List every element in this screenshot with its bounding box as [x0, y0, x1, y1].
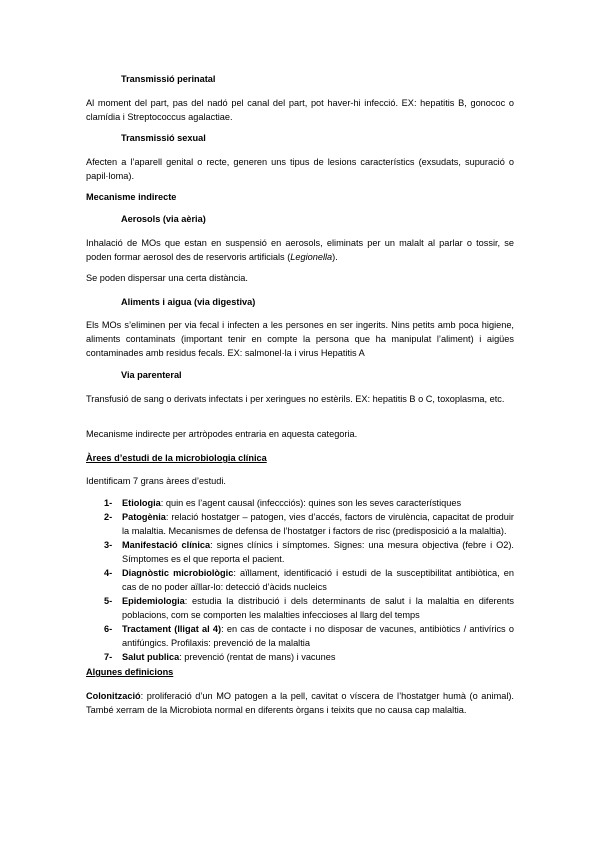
list-item: 3- Manifestació clínica: signes clínics i símptomes. Signes: una mesura objectiva (febre i O2). Símptomes es el que reporta el pacient. — [104, 540, 514, 564]
aerosols-paragraph-2: Se poden dispersar una certa distància. — [86, 273, 248, 283]
list-item: 6- Tractament (lligat al 4): en cas de contacte i no disposar de vacunes, antibiòtics / antivírics o antifúngics. Profilaxis: prevenció de la malaltia — [104, 624, 514, 648]
areas-intro: Identificam 7 grans àrees d’estudi. — [86, 476, 226, 486]
list-item: 5- Epidemiologia: estudia la distribució i dels determinants de salut i la malaltia en diferents poblacions, com se comporten les malalties infeccioses al llarg del temps — [104, 596, 514, 620]
aerosols-text-a: Inhalació de MOs que estan en suspensió en aerosols, eliminats per un malalt al parlar o tossir, se poden formar aerosol des de reservoris artificials ( — [86, 238, 514, 262]
areas-list — [104, 496, 514, 664]
food-heading: Aliments i aigua (via digestiva) — [121, 297, 256, 307]
arthropod-paragraph: Mecanisme indirecte per artròpodes entraria en aquesta categoria. — [86, 429, 358, 439]
aerosols-heading: Aerosols (via aèria) — [121, 214, 206, 224]
parenteral-heading: Via parenteral — [121, 370, 182, 380]
perinatal-paragraph: Al moment del part, pas del nadó pel canal del part, pot haver-hi infecció. EX: hepatitis B, gonococ o clamídia i Streptococcus agalactiae. — [86, 98, 514, 122]
list-item: 2- Patogènia: relació hostatger – patogen, vies d’accés, factors de virulència, capacitat de produir la malaltia. Mecanismes de defensa de l’hostatger i factors de risc (predisposició a la malaltia). — [104, 512, 514, 536]
colonization-paragraph — [86, 689, 514, 717]
sexual-heading: Transmissió sexual — [121, 133, 206, 143]
aerosols-paragraph — [86, 236, 514, 264]
perinatal-heading: Transmissió perinatal — [121, 74, 216, 84]
parenteral-paragraph: Transfusió de sang o derivats infectats i per xeringues no estèrils. EX: hepatitis B o C, toxoplasma, etc. — [86, 394, 505, 404]
list-item: 4- Diagnòstic microbiològic: aïllament, identificació i estudi de la susceptibilitat antibiòtica, en cas de no poder aïllar-lo: detecció d’àcids nucleics — [104, 568, 514, 592]
food-paragraph: Els MOs s’eliminen per via fecal i infecten a les persones en ser ingerits. Nins petits amb poca higiene, aliments contaminats (important tenir en compte la persona que ha manipulat l’aliment) i aigües contaminades amb residus fecals. EX: salmonel·la i virus Hepatitis A — [86, 320, 514, 358]
areas-heading: Àrees d’estudi de la microbiologia clínica — [86, 453, 267, 463]
list-item: 1- Etiologia: quin es l’agent causal (infeccciós): quines son les seves característiques — [104, 498, 462, 508]
list-item: 7- Salut publica: prevenció (rentat de mans) i vacunes — [104, 652, 336, 662]
legionella-italic: Legionella — [290, 252, 333, 262]
indirect-heading: Mecanisme indirecte — [86, 192, 177, 202]
colonization-text: : proliferació d’un MO patogen a la pell, cavitat o víscera de l’hostatger humà (o animal). També xerram de la Microbiota normal en diferents òrgans i teixits que no causa cap malaltia. — [86, 691, 514, 715]
colonization-term: Colonització — [86, 691, 141, 701]
aerosols-text-b: ). — [332, 252, 338, 262]
sexual-paragraph: Afecten a l’aparell genital o recte, generen uns tipus de lesions característics (exsudats, supuració o papil·loma). — [86, 157, 514, 181]
definitions-heading: Algunes definicions — [86, 667, 174, 677]
